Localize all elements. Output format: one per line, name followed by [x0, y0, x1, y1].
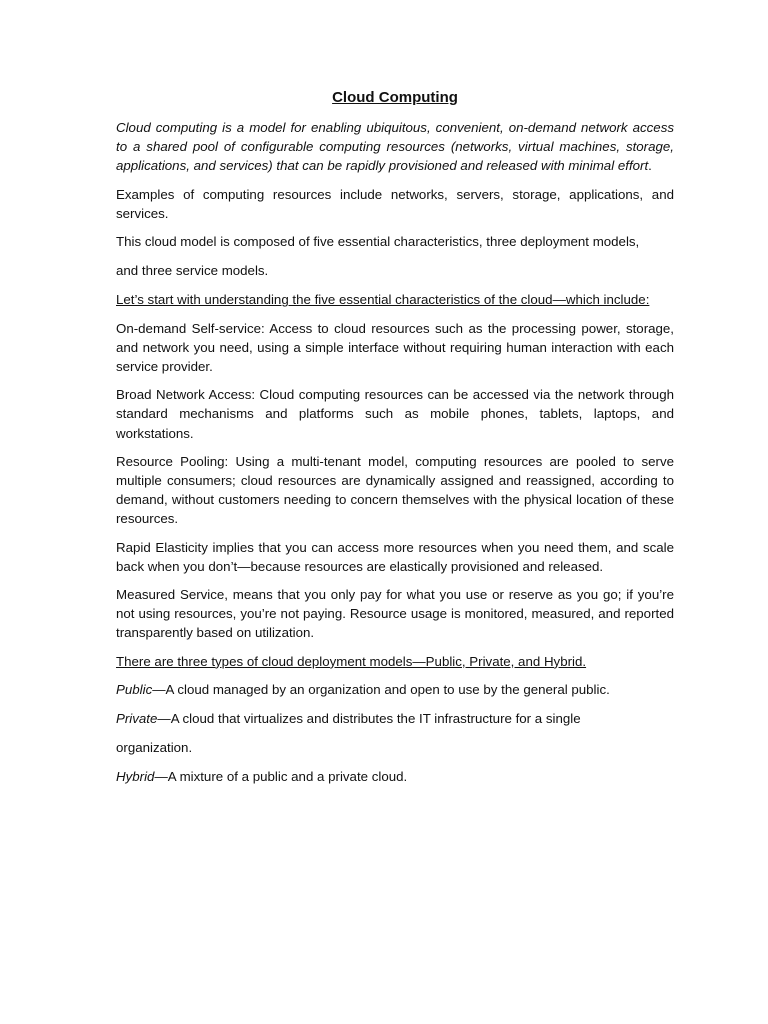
examples-paragraph: Examples of computing resources include networks, servers, storage, applications, and services.: [116, 186, 674, 221]
deployment-private: [116, 709, 674, 728]
definition-end: .: [648, 158, 652, 174]
deployment-hybrid: [116, 767, 674, 786]
hybrid-text: —A mixture of a public and a private cloud.: [154, 769, 408, 785]
deployment-heading: There are three types of cloud deployment models—Public, Private, and Hybrid.: [116, 653, 587, 669]
characteristic-resource-pooling: Resource Pooling: Using a multi-tenant model, computing resources are pooled to serve multiple consumers; cloud resources are dynamically assigned and reassigned, according to demand, without customers needing to concern themselves with the physical location of these resources.: [116, 453, 674, 527]
definition-text: Cloud computing is a model for enabling ubiquitous, convenient, on-demand network access to a shared pool of configurable computing resources (networks, virtual machines, storage, applications, and services) that can be rapidly provisioned and released with minimal effort: [116, 120, 674, 174]
private-term: Private: [116, 711, 158, 727]
private-text: —A cloud that virtualizes and distributes the IT infrastructure for a single: [157, 711, 581, 727]
deployment-public: [116, 680, 674, 699]
document-title: Cloud Computing: [332, 89, 458, 106]
characteristic-on-demand: On-demand Self-service: Access to cloud resources such as the processing power, storage, and network you need, using a simple interface without requiring human interaction with each service provider.: [116, 320, 674, 375]
definition-paragraph: [116, 118, 674, 176]
model-line-1: This cloud model is composed of five essential characteristics, three deployment models,: [116, 234, 640, 250]
characteristic-broad-network: Broad Network Access: Cloud computing resources can be accessed via the network through standard mechanisms and platforms such as mobile phones, tablets, laptops, and workstations.: [116, 387, 674, 441]
deployment-private-continued: organization.: [116, 740, 193, 756]
model-line-2: and three service models.: [116, 263, 269, 279]
characteristics-heading: Let’s start with understanding the five essential characteristics of the cloud—which include:: [116, 292, 650, 308]
characteristic-measured-service: Measured Service, means that you only pay for what you use or reserve as you go; if you’re not using resources, you’re not paying. Resource usage is monitored, measured, and reported transparently based on utilization.: [116, 587, 674, 641]
public-term: Public: [116, 681, 153, 697]
public-text: —A cloud managed by an organization and open to use by the general public.: [152, 681, 610, 697]
characteristic-rapid-elasticity: Rapid Elasticity implies that you can access more resources when you need them, and scale back when you don’t—because resources are elastically provisioned and released.: [116, 539, 674, 574]
hybrid-term: Hybrid: [116, 769, 155, 785]
